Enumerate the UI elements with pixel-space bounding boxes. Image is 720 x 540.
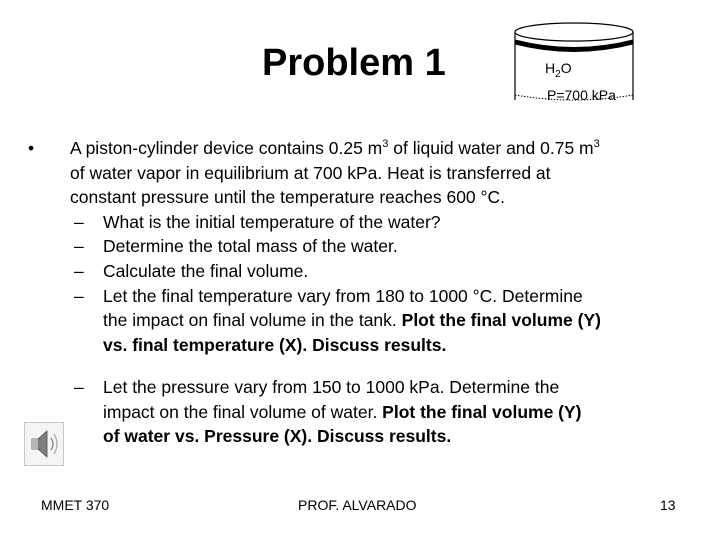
dash-marker: – <box>74 211 84 232</box>
fluid-symbol-tail: O <box>560 60 572 76</box>
bullet-marker: • <box>28 138 35 158</box>
dash-marker: – <box>74 236 84 257</box>
footer-course: MMET 370 <box>41 497 110 513</box>
sub-item-4-line-1: Let the final temperature vary from 180 to 1000 °C. Determine <box>103 285 583 306</box>
fluid-label <box>545 60 572 80</box>
cylinder-top-rim <box>515 23 633 41</box>
sub-item-bold-text: Plot the final volume (Y) <box>382 401 582 422</box>
footer-author: PROF. ALVARADO <box>298 497 417 513</box>
piston-cylinder-diagram <box>505 12 645 107</box>
sub-item-bold-text: Plot the final volume (Y) <box>401 310 601 331</box>
statement-text: of liquid water and 0.75 m <box>388 138 594 158</box>
superscript: 3 <box>382 138 389 151</box>
dash-marker: – <box>74 285 84 306</box>
sub-item-4-line-3: vs. final temperature (X). Discuss results. <box>103 334 447 355</box>
superscript: 3 <box>593 138 600 151</box>
audio-speaker-icon[interactable] <box>24 422 64 466</box>
slide-title: Problem 1 <box>262 42 446 84</box>
sub-item-1: What is the initial temperature of the water? <box>103 211 441 232</box>
page-number: 13 <box>660 497 676 513</box>
sub-item-text: impact on the final volume of water. <box>103 401 383 422</box>
piston <box>515 42 633 50</box>
sub-item-text: the impact on final volume in the tank. <box>103 310 402 331</box>
sub-item-3: Calculate the final volume. <box>103 261 309 281</box>
dash-marker: – <box>74 261 84 281</box>
sub-item-5-line-1: Let the pressure vary from 150 to 1000 kPa. Determine the <box>103 377 560 397</box>
fluid-subscript: 2 <box>555 68 561 80</box>
statement-line-2: of water vapor in equilibrium at 700 kPa. Heat is transferred at <box>70 162 551 183</box>
sub-item-2: Determine the total mass of the water. <box>103 236 398 257</box>
sub-item-5-line-2 <box>103 400 582 425</box>
fluid-symbol: H <box>545 60 556 76</box>
pressure-label: P=700 kPa <box>547 87 616 103</box>
statement-text: A piston-cylinder device contains 0.25 m <box>70 138 383 158</box>
statement-line-1 <box>70 136 600 161</box>
statement-line-3: constant pressure until the temperature reaches 600 °C. <box>70 187 506 208</box>
dash-marker: – <box>74 377 84 397</box>
sub-item-5-line-3: of water vs. Pressure (X). Discuss results. <box>103 426 452 447</box>
sub-item-4-line-2 <box>103 308 601 333</box>
